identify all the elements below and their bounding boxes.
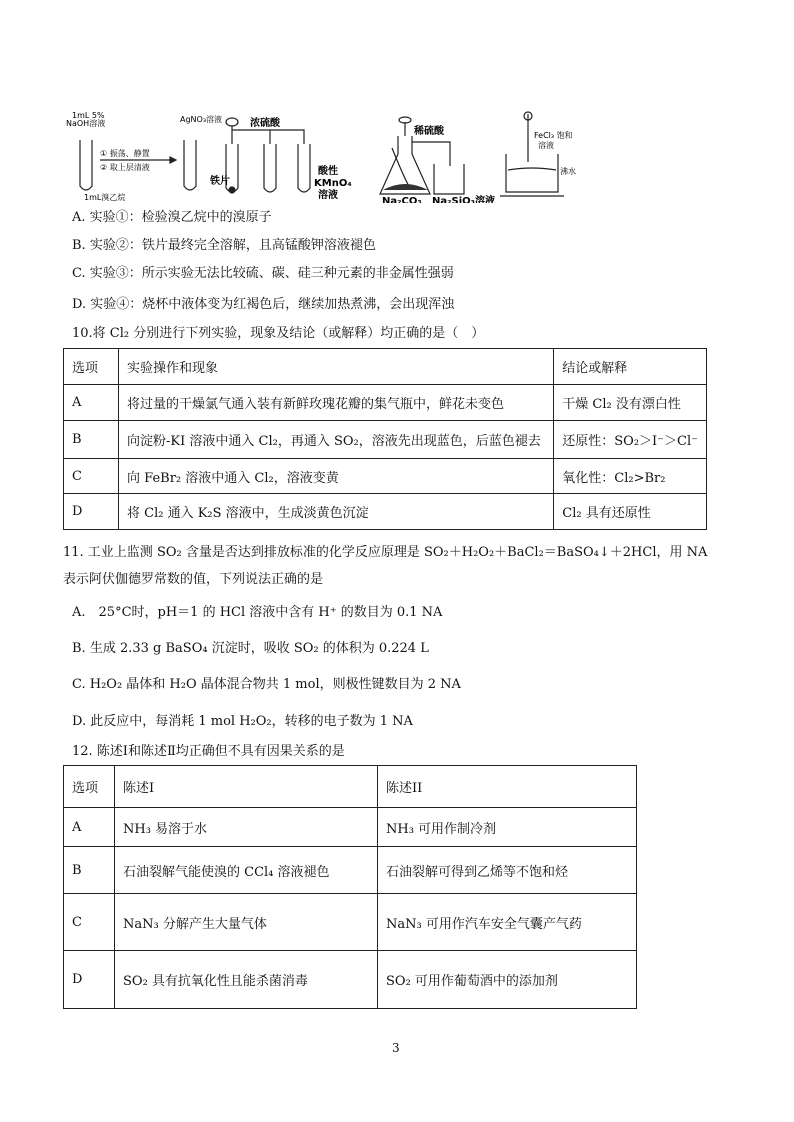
q11-option-a: A. 25°C时，pH＝1 的 HCl 溶液中含有 H⁺ 的数目为 0.1 NA [72,605,443,620]
table-cell: SO₂ 可用作葡萄酒中的添加剂 [378,951,637,1009]
table-cell: 还原性：SO₂＞I⁻＞Cl⁻ [554,421,707,459]
table-cell: D [64,494,119,530]
svg-text:酸性: 酸性 [318,166,338,177]
svg-text:沸水: 沸水 [560,167,576,176]
table-cell: NH₃ 易溶于水 [115,808,378,847]
table-cell: 石油裂解气能使溴的 CCl₄ 溶液褪色 [115,847,378,894]
table-header-row [64,766,637,808]
q9-option-d: D. 实验④：烧杯中液体变为红褐色后，继续加热煮沸，会出现浑浊 [72,297,455,312]
table-cell: C [64,459,119,494]
table-row [64,894,637,951]
table-cell: Cl₂ 具有还原性 [554,494,707,530]
svg-text:浓硫酸: 浓硫酸 [250,118,280,129]
table-row [64,421,707,459]
q11-option-b: B. 生成 2.33 g BaSO₄ 沉淀时，吸收 SO₂ 的体积为 0.224 L [72,641,429,656]
q12-table [63,765,637,1009]
table-cell: 向 FeBr₂ 溶液中通入 Cl₂，溶液变黄 [119,459,554,494]
svg-text:NaOH溶液: NaOH溶液 [66,119,106,128]
header-cell: 选项 [64,766,115,808]
header-cell: 陈述I [115,766,378,808]
svg-text:AgNO₃溶液: AgNO₃溶液 [180,115,223,124]
table-cell: B [64,847,115,894]
svg-text:Na₂CO₃: Na₂CO₃ [382,196,422,203]
table-cell: 氧化性：Cl₂>Br₂ [554,459,707,494]
apparatus-drawing [60,108,620,203]
svg-text:铁片: 铁片 [210,176,230,187]
q11-option-d: D. 此反应中，每消耗 1 mol H₂O₂，转移的电子数为 1 NA [72,714,413,729]
table-cell: D [64,951,115,1009]
svg-text:FeCl₃ 饱和: FeCl₃ 饱和 [534,131,573,140]
table-cell: NaN₃ 可用作汽车安全气囊产气药 [378,894,637,951]
q9-option-b: B. 实验②：铁片最终完全溶解，且高锰酸钾溶液褪色 [72,238,376,253]
table-cell: 向淀粉-KI 溶液中通入 Cl₂，再通入 SO₂，溶液先出现蓝色，后蓝色褪去 [119,421,554,459]
header-cell: 陈述II [378,766,637,808]
svg-text:溶液: 溶液 [318,190,338,201]
table-header-row [64,349,707,385]
header-cell: 实验操作和现象 [119,349,554,385]
table-cell: C [64,894,115,951]
table-row [64,494,707,530]
svg-text:1mL 5%: 1mL 5% [72,111,105,120]
table-cell: B [64,421,119,459]
q10-stem: 10.将 Cl₂ 分别进行下列实验，现象及结论（或解释）均正确的是（ ） [72,326,485,341]
q11-stem-line1: 11. 工业上监测 SO₂ 含量是否达到排放标准的化学反应原理是 SO₂＋H₂O₂＋BaCl₂＝BaSO₄↓＋2HCl，用 NA [63,545,708,560]
table-row [64,847,637,894]
svg-text:稀硫酸: 稀硫酸 [414,126,444,137]
svg-text:溶液: 溶液 [538,141,554,150]
page-number: 3 [392,1041,400,1055]
svg-text:KMnO₄: KMnO₄ [314,178,352,189]
q11-option-c: C. H₂O₂ 晶体和 H₂O 晶体混合物共 1 mol，则极性键数目为 2 NA [72,677,461,692]
table-cell: 干燥 Cl₂ 没有漂白性 [554,385,707,421]
table-row [64,385,707,421]
svg-text:1mL溴乙烷: 1mL溴乙烷 [84,193,126,202]
table-cell: 将 Cl₂ 通入 K₂S 溶液中，生成淡黄色沉淀 [119,494,554,530]
q10-table [63,348,707,530]
table-cell: NaN₃ 分解产生大量气体 [115,894,378,951]
header-cell: 结论或解释 [554,349,707,385]
table-row [64,951,637,1009]
table-cell: SO₂ 具有抗氧化性且能杀菌消毒 [115,951,378,1009]
svg-text:② 取上层清液: ② 取上层清液 [100,163,150,172]
table-cell: 将过量的干燥氯气通入装有新鲜玫瑰花瓣的集气瓶中，鲜花未变色 [119,385,554,421]
header-cell: 选项 [64,349,119,385]
q9-option-a: A. 实验①：检验溴乙烷中的溴原子 [72,210,272,225]
q9-option-c: C. 实验③：所示实验无法比较硫、碳、硅三种元素的非金属性强弱 [72,266,454,281]
table-row [64,459,707,494]
table-cell: 石油裂解可得到乙烯等不饱和烃 [378,847,637,894]
table-cell: NH₃ 可用作制冷剂 [378,808,637,847]
table-row [64,808,637,847]
experiment-figure [60,108,620,203]
q11-stem-line2: 表示阿伏伽德罗常数的值，下列说法正确的是 [63,572,324,587]
svg-text:① 振荡、静置: ① 振荡、静置 [100,149,150,158]
svg-text:Na₂SiO₃溶液: Na₂SiO₃溶液 [432,196,496,203]
table-cell: A [64,385,119,421]
q12-stem: 12. 陈述Ⅰ和陈述Ⅱ均正确但不具有因果关系的是 [72,744,345,759]
table-cell: A [64,808,115,847]
